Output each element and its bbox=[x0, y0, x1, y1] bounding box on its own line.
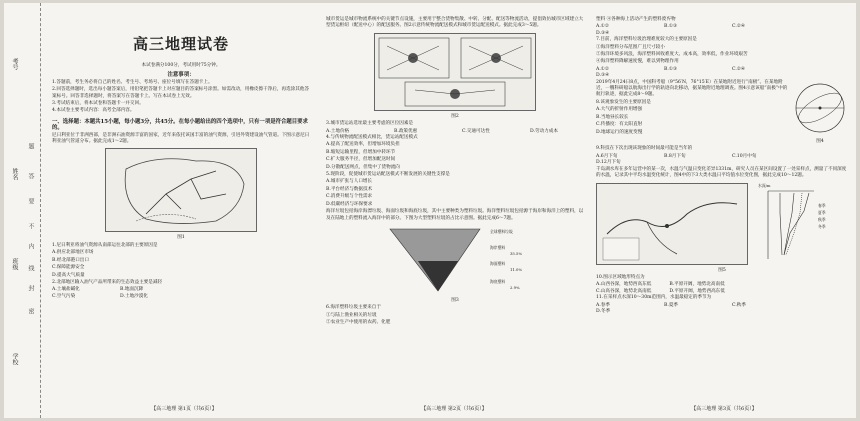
cut-mark: 内 bbox=[27, 243, 34, 249]
passage: 尼日利亚位于非洲西部，是非洲石油资源丰富的国家，近年来依托该国丰富的油气资源，引进外资建设油气管道。下图示意尼日利亚油气管道分布。据此完成1～2题。 bbox=[52, 132, 310, 145]
option: C.山高谷深，地势北高南低 bbox=[596, 288, 652, 294]
page-2 bbox=[326, 17, 584, 328]
sun-path-figure bbox=[792, 80, 848, 136]
figure-caption: 图3 bbox=[451, 297, 459, 303]
option: C.交通可达性 bbox=[462, 128, 490, 134]
figure-caption: 图5 bbox=[718, 267, 726, 273]
binding-margin bbox=[4, 3, 41, 418]
funnel-value: 35.5% bbox=[510, 250, 523, 256]
chart-legend-item: 冬季 bbox=[818, 223, 826, 229]
option: B.当地昼长较长 bbox=[596, 114, 629, 120]
map-figure bbox=[106, 149, 256, 231]
cut-mark: 要 bbox=[27, 198, 34, 204]
funnel-value: 2.9% bbox=[510, 284, 520, 290]
option: ①海洋塑料分布范围广且尺寸较小 bbox=[596, 44, 665, 50]
question: 8.该观象发生的主要原因是 bbox=[596, 99, 651, 105]
cut-mark: 封 bbox=[27, 285, 34, 291]
option: A.山西谷深，地势西高东低 bbox=[596, 282, 652, 288]
option: A.供应北部地区市场 bbox=[52, 250, 94, 256]
cut-mark: 密 bbox=[27, 308, 34, 314]
option: C.10月中旬 bbox=[732, 153, 757, 159]
note-item: 1.答题前，考生务必将自己的姓名、考生号、考场号、座位号填写在答题卡上。 bbox=[52, 79, 213, 85]
option: B.8月下旬 bbox=[664, 153, 686, 159]
question: 11.在采样点水深10～30m范围内，水温最稳定的季节为 bbox=[596, 295, 712, 301]
question: 10.图示区域地形特点为 bbox=[596, 274, 645, 280]
question: 6.海洋塑料垃圾主要来自于 bbox=[326, 305, 381, 311]
option: B.夏季 bbox=[664, 302, 679, 308]
chart-ylabel: 水深/m bbox=[758, 182, 771, 188]
chart-legend-item: 春季 bbox=[818, 202, 826, 208]
option: D.分散配送网点，但集中了货物流向 bbox=[326, 164, 400, 170]
option: D.土地沙漠化 bbox=[120, 293, 148, 299]
option: A.6月下旬 bbox=[596, 153, 618, 159]
water-temp-chart bbox=[754, 183, 842, 263]
option: D.地球运行的速度变慢 bbox=[596, 129, 643, 135]
option: C.秋季 bbox=[732, 302, 746, 308]
section-heading: 一、选择题：本题共15小题，每小题3分，共45分。在每小题给出的四个选项中，只有一项是符合题目要求的。 bbox=[52, 118, 308, 132]
passage: 2019年4月24日8点，中国科考船（9°56′N，76°15′E）在某地附近进行“南极”。在某地附近，一艘科研船以航海出行学的轨迹向北移动，据某地附近地理调查。图4示意该船“南极”中的航行轨迹，据此完成8～9题。 bbox=[596, 79, 788, 98]
option: B.①③ bbox=[664, 24, 678, 30]
passage: 海洋垃圾包括海岸海漂垃圾、海面垃圾和海底垃圾，其中主要种类为塑料垃圾。海洋塑料垃圾包括源于海岸和海洋上的塑料，以及在陆地上的塑料流入海洋中的部分。下图为大型塑料垃圾的占比示意图。据此完成6～7题。 bbox=[326, 209, 584, 221]
funnel-value: 11.0% bbox=[510, 266, 523, 272]
funnel-label: 海底塑料 bbox=[490, 278, 506, 284]
chart-legend-item: 夏季 bbox=[818, 209, 826, 215]
option: D.低碳经济与环保要求 bbox=[326, 201, 373, 207]
exam-title: 高三地理试卷 bbox=[132, 35, 229, 53]
exam-sheet bbox=[4, 3, 856, 418]
funnel-label: 海面塑料 bbox=[490, 260, 506, 266]
logistics-figure bbox=[375, 34, 535, 110]
option: A.提高了配送效率，但增加环境负担 bbox=[326, 142, 400, 148]
option: B.政策优惠 bbox=[394, 128, 418, 134]
option: ②海洋环境多风浪，海洋塑料回收难度大、成本高，效率低，作业环境艰苦 bbox=[596, 52, 748, 58]
option: D.③④ bbox=[596, 30, 610, 36]
figure-caption: 图4 bbox=[816, 139, 824, 145]
question: 3.城市货运站选址最主要考虑的区位因素是 bbox=[326, 121, 414, 127]
option: C.②④ bbox=[732, 24, 746, 30]
option: D.劳动力成本 bbox=[530, 128, 558, 134]
logistics-diagram bbox=[374, 33, 536, 111]
cut-mark: 线 bbox=[27, 265, 34, 271]
page-footer: 【高三地理 第1页（共6页）】 bbox=[151, 406, 217, 412]
exam-info: 本试卷满分100分，考试用时75分钟。 bbox=[141, 63, 221, 68]
question: 5.现阶段，促使城市货运站配送模式不断发展的关键性支撑是 bbox=[326, 172, 450, 178]
question: 2.北部地区输入油气产品所带来的生态效益主要是减轻 bbox=[52, 279, 163, 285]
binding-label: 班级 bbox=[11, 258, 18, 270]
cut-mark: 答 bbox=[27, 173, 34, 179]
option: ②农业生产中使用的农药、化肥 bbox=[326, 320, 391, 326]
chart-legend-item: 秋季 bbox=[818, 216, 826, 222]
page-footer: 【高三地理 第3页（共6页）】 bbox=[691, 406, 757, 412]
option: D.12月下旬 bbox=[596, 160, 621, 166]
option: A.①② bbox=[596, 66, 610, 72]
water-temp-figure bbox=[754, 183, 842, 263]
option: D.冬季 bbox=[596, 308, 611, 314]
passage: 塑料 ④各种海上活动产生的塑料废弃物 bbox=[596, 17, 676, 22]
binding-label: 学校 bbox=[11, 353, 18, 365]
cut-mark: 不 bbox=[27, 223, 34, 229]
option: B.平台经济与数据技术 bbox=[326, 186, 373, 192]
note-item: 2.回答选择题时，选出每小题答案后，用铅笔把答题卡上对应题目的答案标号涂黑。如需改动，用橡皮擦干净后，再选涂其他答案标号。回答非选择题时，将答案写在答题卡上。写在本试卷上无效。 bbox=[52, 87, 310, 99]
option: B.缩短运输里程，但增加中转环节 bbox=[326, 149, 396, 155]
sun-path-figure-wrap bbox=[792, 80, 848, 147]
option: A.大气的折射作用增强 bbox=[596, 107, 643, 113]
notes-heading: 注意事项： bbox=[167, 72, 195, 79]
option: B.①③ bbox=[664, 66, 678, 72]
funnel-label: 全球塑料垃圾 bbox=[490, 228, 513, 234]
option: A.土壤盐碱化 bbox=[52, 287, 80, 293]
question: 1.尼日利亚将油气资源从南部运往北部的主要原因是 bbox=[52, 242, 158, 248]
option: A.①② bbox=[596, 24, 610, 30]
reservoir-map bbox=[596, 183, 748, 265]
page-footer: 【高三地理 第2页（共6页）】 bbox=[421, 406, 487, 412]
option: D.平原开阔，地势西高东低 bbox=[669, 288, 725, 294]
reservoir-figure bbox=[597, 184, 747, 264]
option: D.③④ bbox=[596, 73, 610, 79]
binding-label: 姓名 bbox=[11, 168, 18, 180]
note-item: 4.本试卷主要考试内容：高考全部内容。 bbox=[52, 108, 135, 114]
nigeria-pipeline-map bbox=[105, 148, 257, 232]
option: A.土地价格 bbox=[326, 128, 350, 134]
option: ①与陆上渔业相关的垃圾 bbox=[326, 312, 377, 318]
option: D.提高大气质量 bbox=[52, 272, 85, 278]
funnel-label: 海岸塑料 bbox=[490, 244, 506, 250]
figure-caption: 图1 bbox=[177, 235, 185, 241]
option: B.地面沉降 bbox=[120, 287, 144, 293]
question: 4.与传统物流配送模式相比，货运站配送模式 bbox=[326, 135, 418, 141]
option: C.②④ bbox=[732, 66, 746, 72]
option: C.保障能源安全 bbox=[52, 265, 85, 271]
option: B.平原开阔，地势北高南低 bbox=[669, 282, 725, 288]
option: C.空气污染 bbox=[52, 293, 76, 299]
plastic-share-diagram bbox=[370, 225, 540, 295]
passage: 城市货运是城市物流系统中的关键节点设施，主要用于整合货物集散、中转、分配、配送等物流活动，提倡效仿城市区域建立大型货运枢纽（配送中心）的配送服务。图2示意传统物流配送模式和城市货运配送模式。据此完成3～5题。 bbox=[326, 17, 584, 29]
option: A.城市扩张与人口增长 bbox=[326, 179, 373, 185]
option: ④海洋塑料降解速度慢，难以到物理作用 bbox=[596, 59, 679, 65]
passage: 千岛湖水库在多年运营中的某一次，水温与气温日变化差异1331m，研究人员在某区间设置了一处采样点，测量了不同深度的水温，记录其中平均水温变化统计，图4中的下3大类水温日平均值水位变化图，据此完成10～12题。 bbox=[596, 166, 847, 179]
binding-label: 考号 bbox=[11, 58, 18, 70]
page-3 bbox=[596, 17, 848, 315]
note-item: 3.考试结束后，将本试卷和答题卡一并交回。 bbox=[52, 101, 144, 107]
option: C.传播度：有太阳直射 bbox=[596, 122, 643, 128]
question: 9.科技在下次出现该现象的时间最可能是当年的 bbox=[596, 146, 693, 152]
option: C.扩大服务半径，但增加配送时间 bbox=[326, 157, 396, 163]
question: 7.目前，海洋塑料垃圾治理难度较大的主要原因是 bbox=[596, 37, 697, 43]
cut-mark: 题 bbox=[27, 143, 34, 149]
option: B.经北部港口出口 bbox=[52, 257, 89, 263]
page-1 bbox=[52, 17, 310, 300]
option: C.消费升级与个性需求 bbox=[326, 194, 373, 200]
figure-caption: 图2 bbox=[451, 113, 459, 119]
option: A.春季 bbox=[596, 302, 610, 308]
